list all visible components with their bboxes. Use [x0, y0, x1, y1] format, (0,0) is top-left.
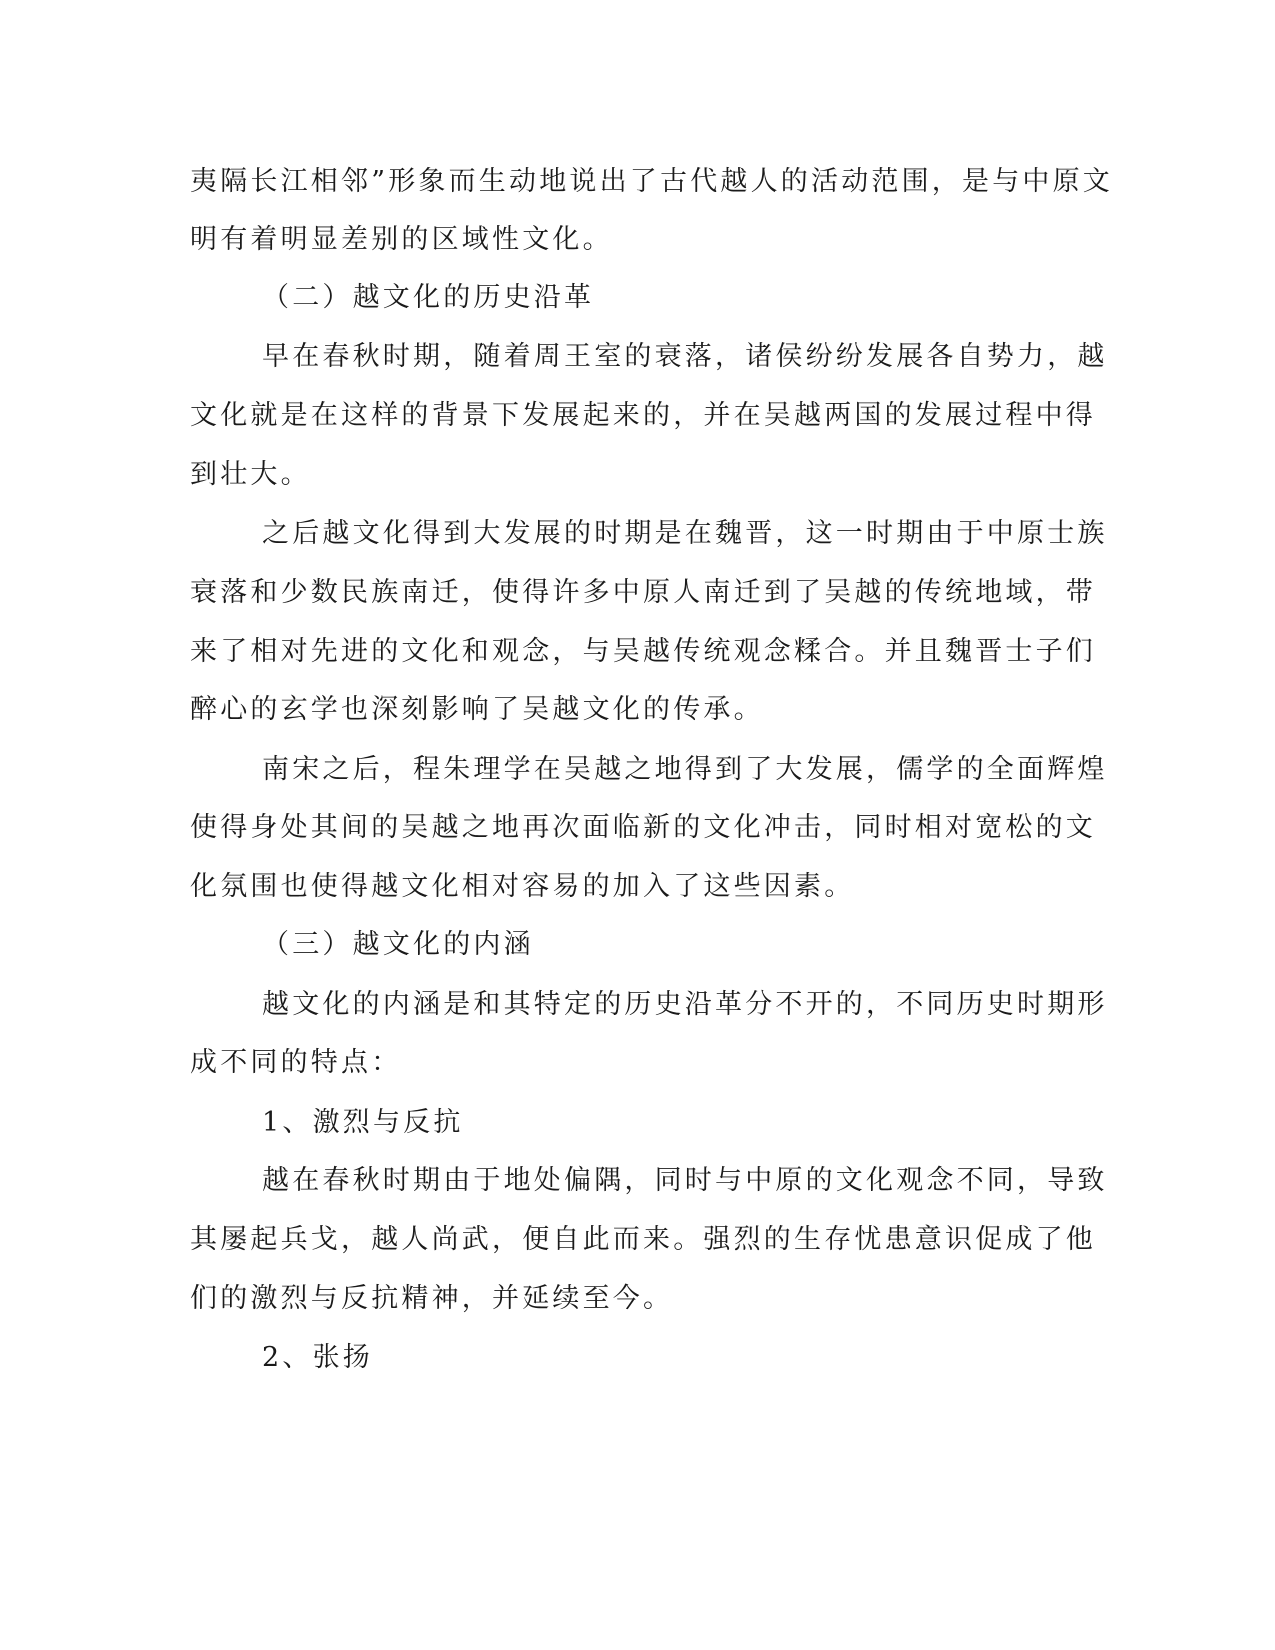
paragraph-line: 文化就是在这样的背景下发展起来的，并在吴越两国的发展过程中得 [190, 400, 1096, 431]
paragraph-line: 使得身处其间的吴越之地再次面临新的文化冲击，同时相对宽松的文 [190, 812, 1096, 843]
paragraph-line: 成不同的特点： [190, 1047, 402, 1078]
intro-line: 明有着明显差别的区域性文化。 [190, 224, 613, 255]
paragraph-line: 醉心的玄学也深刻影响了吴越文化的传承。 [190, 694, 764, 725]
paragraph-line: 们的激烈与反抗精神，并延续至今。 [190, 1283, 674, 1314]
paragraph-line: 早在春秋时期，随着周王室的衰落，诸侯纷纷发展各自势力，越 [262, 341, 1108, 372]
intro-line: 夷隔长江相邻”形象而生动地说出了古代越人的活动范围，是与中原文 [190, 166, 1114, 197]
paragraph-line: 南宋之后，程朱理学在吴越之地得到了大发展，儒学的全面辉煌 [262, 754, 1108, 785]
section-heading: （三）越文化的内涵 [262, 929, 534, 960]
paragraph-line: 化氛围也使得越文化相对容易的加入了这些因素。 [190, 871, 855, 902]
paragraph-line: 越文化的内涵是和其特定的历史沿革分不开的，不同历史时期形 [262, 989, 1108, 1020]
paragraph-line: 越在春秋时期由于地处偏隅，同时与中原的文化观念不同，导致 [262, 1165, 1108, 1196]
paragraph-line: 来了相对先进的文化和观念，与吴越传统观念糅合。并且魏晋士子们 [190, 636, 1096, 667]
paragraph-line: 到壮大。 [190, 459, 311, 490]
paragraph-line: 衰落和少数民族南迁，使得许多中原人南迁到了吴越的传统地域，带 [190, 577, 1096, 608]
list-item-heading: 2、张扬 [262, 1342, 373, 1373]
paragraph-line: 之后越文化得到大发展的时期是在魏晋，这一时期由于中原士族 [262, 518, 1108, 549]
paragraph-line: 其屡起兵戈，越人尚武，便自此而来。强烈的生存忧患意识促成了他 [190, 1224, 1096, 1255]
list-item-heading: 1、激烈与反抗 [262, 1107, 464, 1138]
section-heading: （二）越文化的历史沿革 [262, 282, 595, 313]
